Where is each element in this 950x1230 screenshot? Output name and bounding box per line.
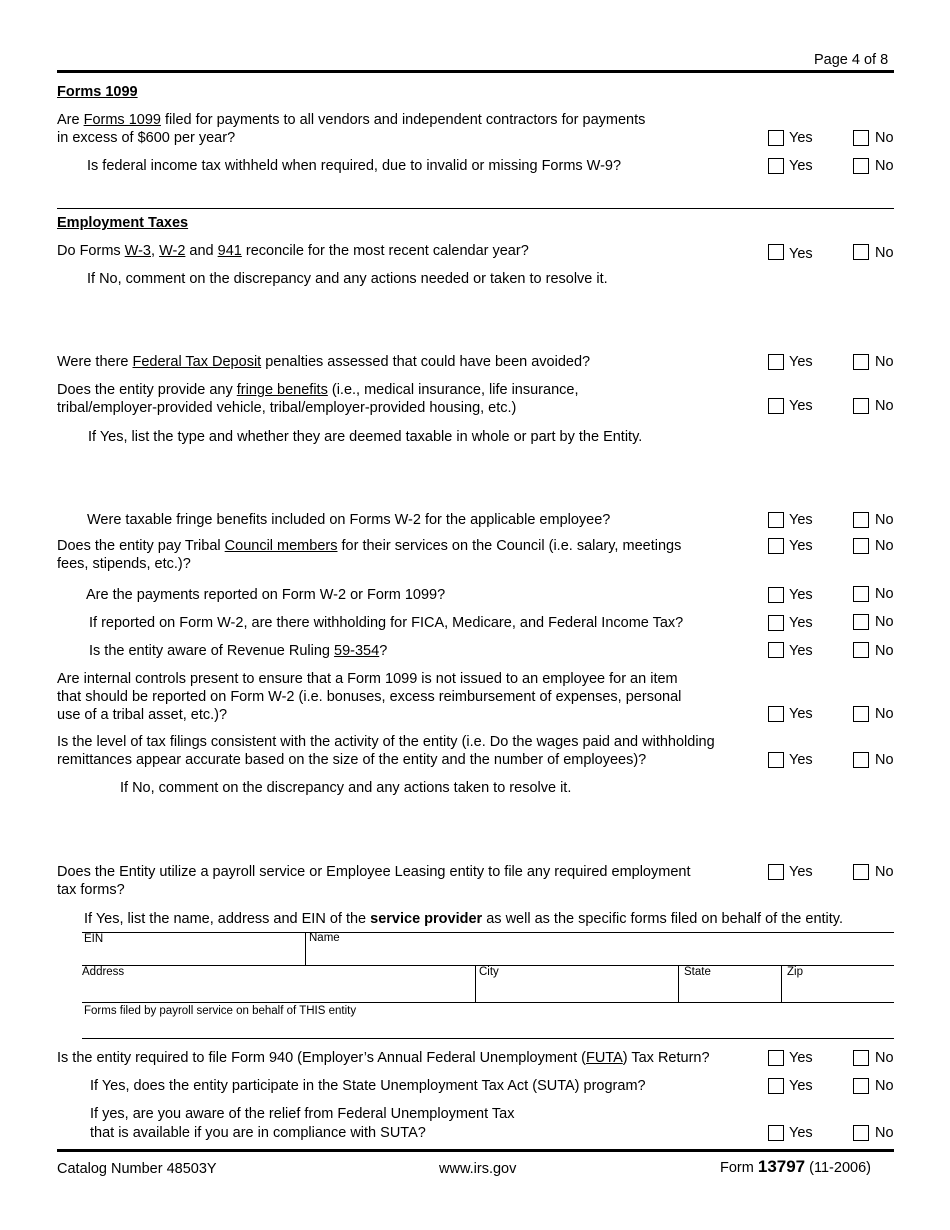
yes-label: Yes bbox=[789, 643, 813, 659]
footer-rule bbox=[57, 1149, 894, 1152]
council-members-link[interactable]: Council members bbox=[224, 538, 338, 554]
no-label: No bbox=[875, 130, 894, 146]
q-fica-yes-checkbox[interactable] bbox=[768, 615, 784, 631]
ein-label: EIN bbox=[84, 933, 104, 945]
yes-label: Yes bbox=[789, 1078, 813, 1094]
field-rule bbox=[82, 1038, 894, 1039]
question-futa-relief: If yes, are you aware of the relief from Federal Unemployment Tax bbox=[90, 1106, 515, 1122]
comment-prompt-discrepancy: If No, comment on the discrepancy and any actions needed or taken to resolve it. bbox=[87, 271, 608, 287]
q-relief-no-checkbox[interactable] bbox=[853, 1125, 869, 1141]
no-label: No bbox=[875, 1050, 894, 1066]
city-label: City bbox=[479, 966, 499, 978]
no-label: No bbox=[875, 706, 894, 722]
futa-link[interactable]: FUTA bbox=[585, 1050, 623, 1066]
no-label: No bbox=[875, 158, 894, 174]
comment-prompt-fringe-types: If Yes, list the type and whether they are deemed taxable in whole or part by the Entity. bbox=[88, 429, 643, 445]
zip-input[interactable] bbox=[782, 965, 894, 1002]
comment-prompt-filings: If No, comment on the discrepancy and any actions taken to resolve it. bbox=[120, 780, 572, 796]
q-reconcile-yes-checkbox[interactable] bbox=[768, 244, 784, 260]
q-withheld-no-checkbox[interactable] bbox=[853, 158, 869, 174]
no-label: No bbox=[875, 538, 894, 554]
question-suta: If Yes, does the entity participate in the State Unemployment Tax Act (SUTA) program? bbox=[90, 1078, 646, 1094]
page-number: Page 4 of 8 bbox=[814, 52, 889, 68]
yes-label: Yes bbox=[789, 587, 813, 603]
q-controls-no-checkbox[interactable] bbox=[853, 706, 869, 722]
q-fringe-w2-yes-checkbox[interactable] bbox=[768, 512, 784, 528]
q1099-filed-yes-checkbox[interactable] bbox=[768, 130, 784, 146]
question-payroll-service: Does the Entity utilize a payroll service or Employee Leasing entity to file any required employment bbox=[57, 864, 691, 880]
question-forms-1099-filed: Are Forms 1099 filed for payments to all vendors and independent contractors for payments bbox=[57, 112, 646, 128]
address-input[interactable] bbox=[82, 965, 475, 1002]
w2-link[interactable]: W-2 bbox=[159, 243, 186, 259]
question-payroll-service-line2: tax forms? bbox=[57, 882, 125, 898]
question-payments-reported: Are the payments reported on Form W-2 or Form 1099? bbox=[86, 587, 446, 603]
forms-filed-input[interactable] bbox=[82, 1003, 894, 1038]
zip-label: Zip bbox=[787, 966, 803, 978]
no-label: No bbox=[875, 864, 894, 880]
question-internal-controls: Are internal controls present to ensure that a Form 1099 is not issued to an employee for an item bbox=[57, 671, 678, 687]
q-fica-no-checkbox[interactable] bbox=[853, 614, 869, 630]
question-internal-controls-line3: use of a tribal asset, etc.)? bbox=[57, 707, 228, 723]
no-label: No bbox=[875, 354, 894, 370]
q-fringe-no-checkbox[interactable] bbox=[853, 398, 869, 414]
name-label: Name bbox=[309, 932, 340, 944]
q-consistent-yes-checkbox[interactable] bbox=[768, 752, 784, 768]
no-label: No bbox=[875, 1078, 894, 1094]
yes-label: Yes bbox=[789, 864, 813, 880]
no-label: No bbox=[875, 1125, 894, 1141]
forms-1099-link[interactable]: Forms 1099 bbox=[83, 112, 161, 128]
q-payroll-yes-checkbox[interactable] bbox=[768, 864, 784, 880]
q-reported-yes-checkbox[interactable] bbox=[768, 587, 784, 603]
q-ftd-no-checkbox[interactable] bbox=[853, 354, 869, 370]
question-withholding-fica: If reported on Form W-2, are there withholding for FICA, Medicare, and Federal Income Tax? bbox=[89, 615, 684, 631]
question-federal-tax-withheld: Is federal income tax withheld when required, due to invalid or missing Forms W-9? bbox=[87, 158, 622, 174]
name-input[interactable] bbox=[306, 932, 894, 965]
form-id: Form 13797 (11-2006) bbox=[720, 1157, 871, 1176]
yes-label: Yes bbox=[789, 615, 813, 631]
yes-label: Yes bbox=[789, 752, 813, 768]
q-ftd-yes-checkbox[interactable] bbox=[768, 354, 784, 370]
question-revenue-ruling: Is the entity aware of Revenue Ruling 59-354? bbox=[89, 643, 388, 659]
q-940-no-checkbox[interactable] bbox=[853, 1050, 869, 1066]
fringe-benefits-link[interactable]: fringe benefits bbox=[236, 382, 328, 398]
state-input[interactable] bbox=[679, 965, 781, 1002]
address-label: Address bbox=[82, 966, 125, 978]
q-reconcile-no-checkbox[interactable] bbox=[853, 244, 869, 260]
form-941-link[interactable]: 941 bbox=[217, 243, 242, 259]
question-council-members-line2: fees, stipends, etc.)? bbox=[57, 556, 191, 572]
section-heading-forms-1099: Forms 1099 bbox=[57, 84, 138, 100]
header-rule bbox=[57, 70, 894, 73]
q-payroll-no-checkbox[interactable] bbox=[853, 864, 869, 880]
q-940-yes-checkbox[interactable] bbox=[768, 1050, 784, 1066]
question-internal-controls-line2: that should be reported on Form W-2 (i.e. bonuses, excess reimbursement of expenses, personal bbox=[57, 689, 682, 705]
q-fringe-yes-checkbox[interactable] bbox=[768, 398, 784, 414]
q-controls-yes-checkbox[interactable] bbox=[768, 706, 784, 722]
q-suta-yes-checkbox[interactable] bbox=[768, 1078, 784, 1094]
catalog-number: Catalog Number 48503Y bbox=[57, 1161, 217, 1177]
yes-label: Yes bbox=[789, 130, 813, 146]
yes-label: Yes bbox=[789, 398, 813, 414]
no-label: No bbox=[875, 512, 894, 528]
q-fringe-w2-no-checkbox[interactable] bbox=[853, 512, 869, 528]
section-divider bbox=[57, 208, 894, 209]
forms-filed-label: Forms filed by payroll service on behalf of THIS entity bbox=[84, 1005, 357, 1017]
website-link[interactable]: www.irs.gov bbox=[439, 1161, 517, 1177]
question-forms-1099-filed-line2: in excess of $600 per year? bbox=[57, 130, 236, 146]
yes-label: Yes bbox=[789, 538, 813, 554]
no-label: No bbox=[875, 614, 894, 630]
instruction-service-provider: If Yes, list the name, address and EIN of the service provider as well as the specific forms filed on behalf of the entity. bbox=[84, 911, 844, 927]
yes-label: Yes bbox=[789, 706, 813, 722]
q-consistent-no-checkbox[interactable] bbox=[853, 752, 869, 768]
yes-label: Yes bbox=[789, 354, 813, 370]
federal-tax-deposit-link[interactable]: Federal Tax Deposit bbox=[132, 354, 262, 370]
yes-label: Yes bbox=[789, 512, 813, 528]
no-label: No bbox=[875, 752, 894, 768]
question-filings-consistent: Is the level of tax filings consistent with the activity of the entity (i.e. Do the wages paid and withholding bbox=[57, 734, 715, 750]
q-suta-no-checkbox[interactable] bbox=[853, 1078, 869, 1094]
question-fringe-on-w2: Were taxable fringe benefits included on Forms W-2 for the applicable employee? bbox=[87, 512, 611, 528]
question-form-940: Is the entity required to file Form 940 (Employer’s Annual Federal Unemployment (FUTA) Tax Return? bbox=[57, 1050, 710, 1066]
q-council-no-checkbox[interactable] bbox=[853, 538, 869, 554]
yes-label: Yes bbox=[789, 246, 813, 262]
q-ruling-yes-checkbox[interactable] bbox=[768, 642, 784, 658]
question-council-members: Does the entity pay Tribal Council members for their services on the Council (i.e. salary, meetings bbox=[57, 538, 682, 554]
question-futa-relief-line2: that is available if you are in compliance with SUTA? bbox=[90, 1125, 426, 1141]
no-label: No bbox=[875, 398, 894, 414]
q1099-filed-no-checkbox[interactable] bbox=[853, 130, 869, 146]
city-input[interactable] bbox=[476, 965, 678, 1002]
w3-link[interactable]: W-3 bbox=[124, 243, 151, 259]
section-heading-employment-taxes: Employment Taxes bbox=[57, 215, 189, 231]
q-relief-yes-checkbox[interactable] bbox=[768, 1125, 784, 1141]
no-label: No bbox=[875, 245, 894, 261]
yes-label: Yes bbox=[789, 1050, 813, 1066]
state-label: State bbox=[684, 966, 711, 978]
no-label: No bbox=[875, 643, 894, 659]
q-ruling-no-checkbox[interactable] bbox=[853, 642, 869, 658]
question-ftd-penalties: Were there Federal Tax Deposit penalties assessed that could have been avoided? bbox=[57, 354, 591, 370]
yes-label: Yes bbox=[789, 158, 813, 174]
ein-input[interactable] bbox=[82, 932, 305, 965]
revenue-ruling-link[interactable]: 59-354 bbox=[334, 643, 380, 659]
q-withheld-yes-checkbox[interactable] bbox=[768, 158, 784, 174]
q-council-yes-checkbox[interactable] bbox=[768, 538, 784, 554]
q-reported-no-checkbox[interactable] bbox=[853, 586, 869, 602]
yes-label: Yes bbox=[789, 1125, 813, 1141]
question-forms-reconcile: Do Forms W-3, W-2 and 941 reconcile for the most recent calendar year? bbox=[57, 243, 529, 259]
question-fringe-benefits: Does the entity provide any fringe benefits (i.e., medical insurance, life insurance, bbox=[57, 382, 579, 398]
question-filings-consistent-line2: remittances appear accurate based on the size of the entity and the number of employees)? bbox=[57, 752, 647, 768]
no-label: No bbox=[875, 586, 894, 602]
question-fringe-benefits-line2: tribal/employer-provided vehicle, tribal/employer-provided housing, etc.) bbox=[57, 400, 517, 416]
